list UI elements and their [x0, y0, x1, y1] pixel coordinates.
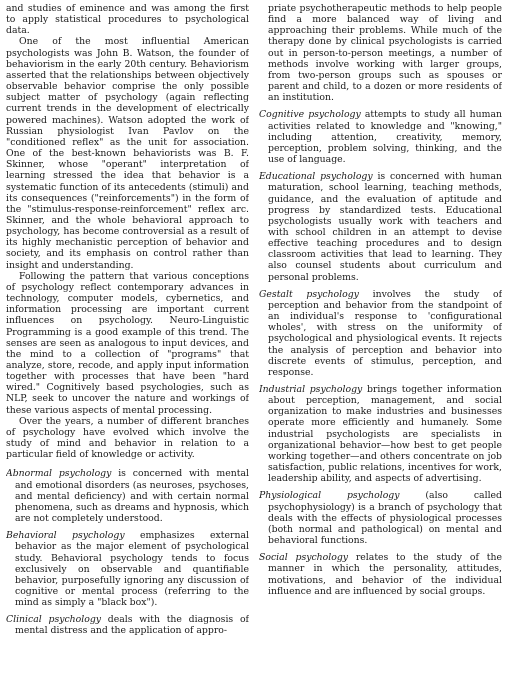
entry-term: Industrial psychology: [259, 384, 363, 395]
entry-term: Clinical psychology: [6, 614, 102, 626]
entry-cognitive-psychology: [259, 109, 502, 165]
entry-term: Gestalt psychology: [259, 288, 359, 300]
entry-term: Behavioral psychology: [6, 530, 125, 542]
entry-social-psychology: [259, 552, 502, 597]
paragraph-behaviorism: One of the most influential American psychologists was John B. Watson, the founder of behaviorism in the early 20th century. Behaviorism asserted that the relationships between objectively observable behavior comprise the only possible subject matter of psychology (again reflecting current trends in the development of electrically powered machines). Watson adopted the work of Russian physiologist Ivan Pavlov on the "conditioned reflex" as the unit for association. One of the best-known behaviorists was B. F. Skinner, whose "operant" interpretation of learning stressed the idea that behavior is a systematic function of its antecedents (stimuli) and its consequences ("reinforcements") in the form of the "stimulus-response-reinforcement" reflex arc. Skinner, and the whole behavioral approach to psychology, has become controversial as a result of its highly mechanistic perception of behavior and society, and its emphasis on control rather than insight and understanding.: [6, 36, 249, 271]
entry-text: is concerned with human maturation, school learning, teaching methods, guidance, and the evaluation of aptitude and progress by standardized tests. Educational psychologists usually work with teachers and with school children in an attempt to devise effective teaching procedures and to design classroom activities that lead to learning. They also counsel students about curriculum and personal problems.: [268, 171, 502, 283]
entry-industrial-psychology: [259, 384, 502, 484]
entry-educational-psychology: [259, 171, 502, 283]
entry-text: (also called psychophysiology) is a branch of psychology that deals with the effects of physiological processes (both normal and pathological) on mental and behavioral functions.: [268, 490, 502, 547]
entry-text: deals with the diagnosis of mental distress and the application of appro-: [15, 614, 249, 637]
paragraph-branches-intro: Over the years, a number of different branches of psychology have evolved which involve the study of mind and behavior in relation to a particular field of knowledge or activity.: [6, 415, 249, 461]
entry-text: relates to the study of the manner in which the personality, attitudes, motivations, and behavior of the individual influence and are influenced by social groups.: [268, 552, 502, 597]
entry-term: Social psychology: [259, 552, 349, 564]
entry-behavioral-psychology: [6, 530, 249, 608]
entry-term: Abnormal psychology: [6, 468, 112, 480]
entry-gestalt-psychology: [259, 289, 502, 378]
entry-abnormal-psychology: [6, 468, 249, 524]
paragraph-information-processing: Following the pattern that various conceptions of psychology reflect contemporary advances in technology, computer models, cybernetics, and information processing are important current influences on psychology. Neuro-Linguistic Programming is a good example of this trend. The senses are seen as analogous to input devices, and the mind to a collection of "programs" that analyze, store, recode, and apply input information together with processes that have been "hard wired." Cognitively based psychologies, such as NLP, seek to uncover the nature and workings of these various aspects of mental processing.: [6, 270, 249, 416]
entry-term: Cognitive psychology: [259, 109, 361, 121]
paragraph-galton-end: and studies of eminence and was among the first to apply statistical procedures to psychological data.: [6, 3, 249, 37]
entry-text: emphasizes external behavior as the major element of psychological study. Behavioral psychology tends to focus exclusively on observable and quantifiable behavior, purposefully ignoring any discussion of cognitive or mental process (referring to the mind as simply a "black box").: [15, 530, 249, 609]
right-column: [259, 3, 502, 696]
entry-text: brings together information about perception, management, and social organization to make industries and businesses operate more efficiently and humanely. Some industrial psychologists are specialists in organizational behavior—how best to get people working together—and others concentrate on job satisfaction, public relations, incentives for work, leadership ability, and aspects of advertising.: [268, 384, 502, 485]
left-column: [6, 3, 249, 696]
entry-text: attempts to study all human activities related to knowledge and "knowing," including attention, creativity, memory, perception, problem solving, thinking, and the use of language.: [268, 109, 502, 166]
entry-term: Physiological psychology: [259, 490, 400, 502]
entry-text: involves the study of perception and behavior from the standpoint of an individual's response to 'configurational wholes', with stress on the uniformity of psychological and physiological events. It rejects the analysis of perception and behavior into discrete events of stimulus, perception, and response.: [268, 288, 502, 378]
entry-physiological-psychology: [259, 490, 502, 546]
entry-term: Educational psychology: [259, 171, 373, 183]
entry-clinical-psychology: [6, 614, 249, 636]
entry-clinical-psychology-continued: priate psychotherapeutic methods to help people find a more balanced way of living and approaching their problems. While much of the therapy done by clinical psychologists is carried out in person-to-person meetings, a number of methods involve working with larger groups, from two-person groups such as spouses or parent and child, to a dozen or more residents of an institution.: [268, 3, 502, 104]
entry-text: is concerned with mental and emotional disorders (as neuroses, psychoses, and mental deficiency) and with certain normal phenomena, such as dreams and hypnosis, which are not completely understood.: [15, 468, 249, 525]
